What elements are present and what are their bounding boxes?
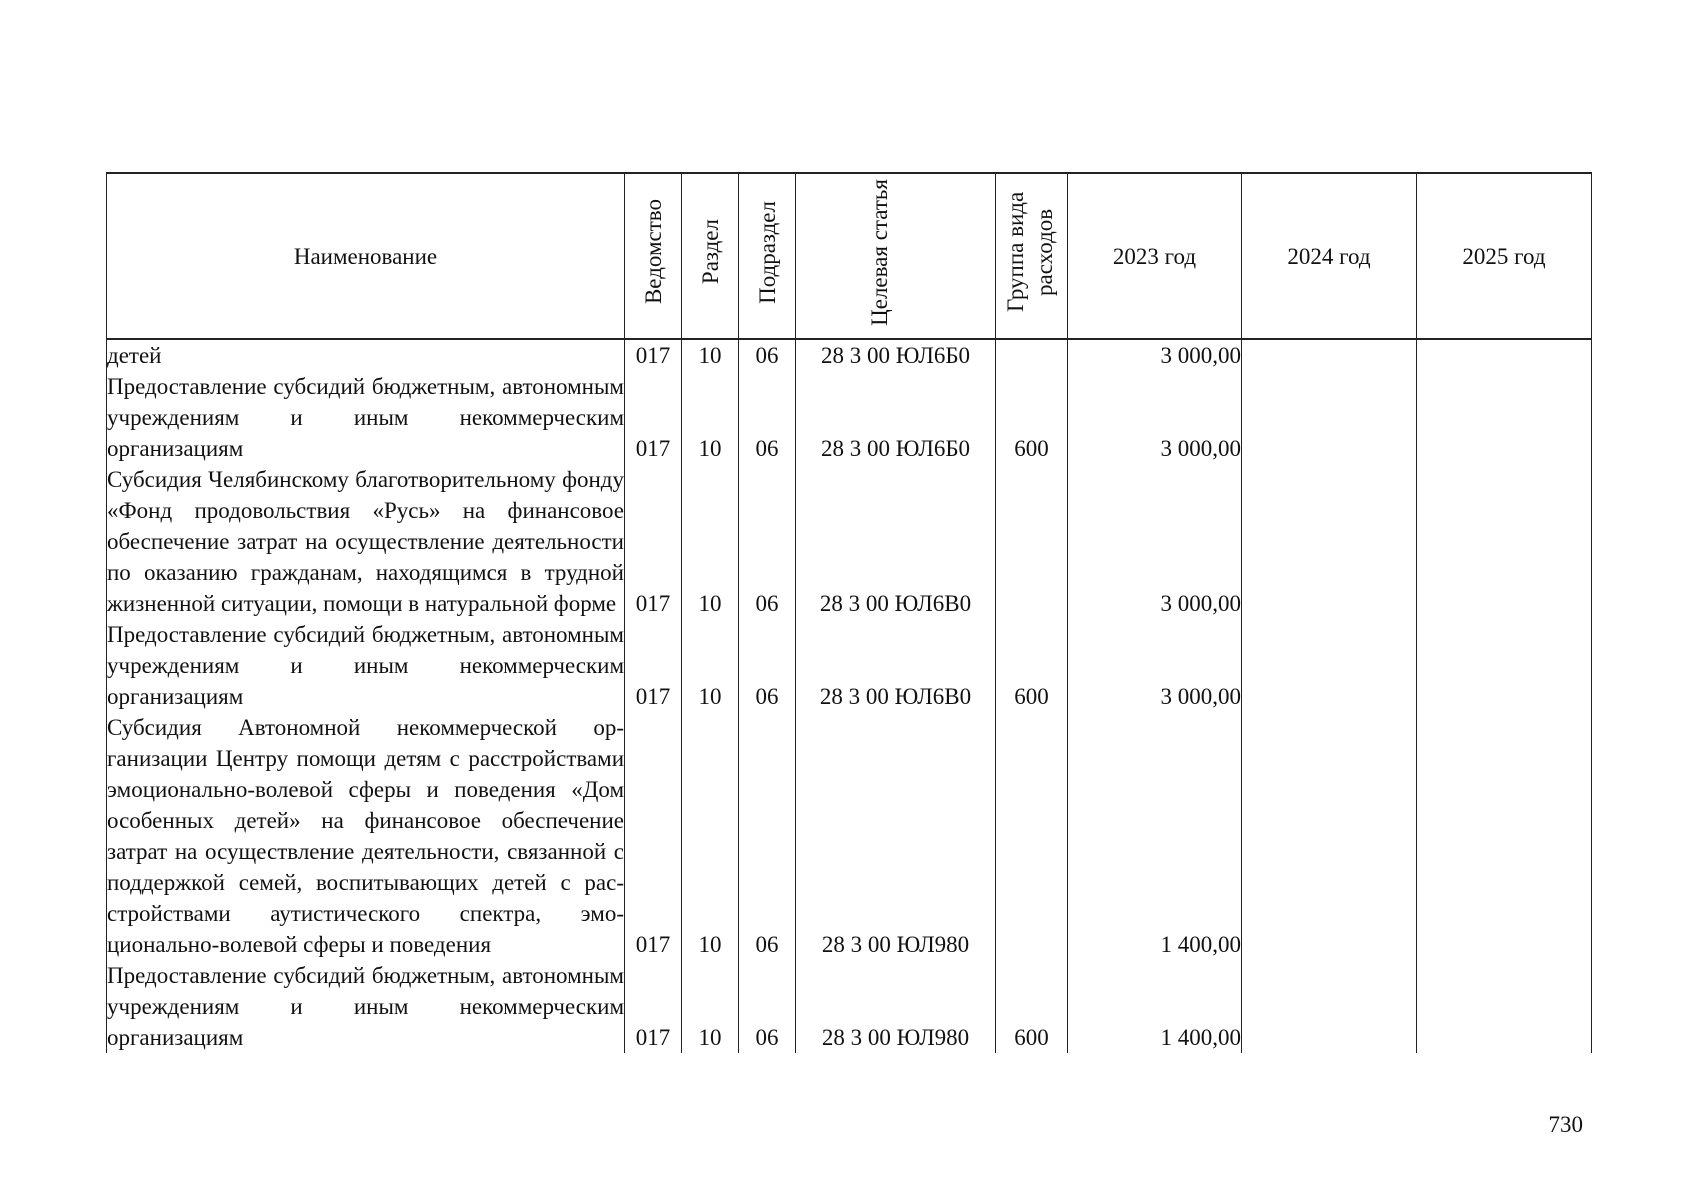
budget-table [106, 172, 1592, 1053]
cell-section: 10 [682, 960, 739, 1053]
cell-section: 10 [682, 339, 739, 371]
cell-y2025 [1417, 619, 1592, 712]
cell-y2023: 1 400,00 [1068, 712, 1242, 960]
header-target-article: Целевая статья [796, 173, 996, 339]
header-department: Ведомство [625, 173, 682, 339]
cell-y2024 [1242, 712, 1417, 960]
header-name: Наименование [107, 173, 625, 339]
cell-expense-group: 600 [996, 619, 1068, 712]
table-row [107, 960, 1592, 1053]
cell-expense-group [996, 712, 1068, 960]
cell-y2024 [1242, 960, 1417, 1053]
cell-y2025 [1417, 371, 1592, 464]
cell-department: 017 [625, 619, 682, 712]
header-2024: 2024 год [1242, 173, 1417, 339]
cell-y2025 [1417, 464, 1592, 619]
cell-y2023: 3 000,00 [1068, 619, 1242, 712]
cell-expense-group [996, 339, 1068, 371]
page-number: 730 [1548, 1112, 1583, 1137]
cell-target-article: 28 3 00 ЮЛ980 [796, 712, 996, 960]
cell-y2024 [1242, 339, 1417, 371]
cell-department: 017 [625, 339, 682, 371]
header-subsection: Подраздел [739, 173, 796, 339]
cell-target-article: 28 3 00 ЮЛ6В0 [796, 619, 996, 712]
cell-target-article: 28 3 00 ЮЛ6Б0 [796, 339, 996, 371]
cell-y2023: 3 000,00 [1068, 371, 1242, 464]
table-row [107, 619, 1592, 712]
cell-department: 017 [625, 960, 682, 1053]
cell-y2024 [1242, 371, 1417, 464]
cell-target-article: 28 3 00 ЮЛ980 [796, 960, 996, 1053]
cell-subsection: 06 [739, 619, 796, 712]
cell-name: Предоставление субсидий бюджетным, автономным учреждениям и иным некоммерческим организациям [107, 619, 625, 712]
header-section: Раздел [682, 173, 739, 339]
table-row [107, 712, 1592, 960]
table-row [107, 464, 1592, 619]
cell-expense-group [996, 464, 1068, 619]
cell-name: Субсидия Челябинскому благотворительному фонду «Фонд продовольствия «Русь» на финансовое обеспечение затрат на осуществление деятельности по оказанию гражданам, находящимся в трудной жизненной ситуации, помощи в натуральной форме [107, 464, 625, 619]
cell-y2024 [1242, 619, 1417, 712]
cell-name: Предоставление субсидий бюджетным, автономным учреждениям и иным некоммерческим организациям [107, 960, 625, 1053]
cell-department: 017 [625, 371, 682, 464]
cell-name: Предоставление субсидий бюджетным, автономным учреждениям и иным некоммерческим организациям [107, 371, 625, 464]
cell-y2025 [1417, 960, 1592, 1053]
cell-department: 017 [625, 712, 682, 960]
cell-subsection: 06 [739, 960, 796, 1053]
cell-subsection: 06 [739, 712, 796, 960]
cell-target-article: 28 3 00 ЮЛ6Б0 [796, 371, 996, 464]
cell-subsection: 06 [739, 339, 796, 371]
cell-expense-group: 600 [996, 960, 1068, 1053]
cell-y2023: 3 000,00 [1068, 464, 1242, 619]
cell-y2025 [1417, 339, 1592, 371]
cell-y2023: 3 000,00 [1068, 339, 1242, 371]
table-row [107, 339, 1592, 371]
header-2023: 2023 год [1068, 173, 1242, 339]
cell-department: 017 [625, 464, 682, 619]
cell-target-article: 28 3 00 ЮЛ6В0 [796, 464, 996, 619]
table-body [107, 339, 1592, 1053]
header-expense-group: Группа вида расходов [996, 173, 1068, 339]
cell-subsection: 06 [739, 464, 796, 619]
cell-section: 10 [682, 464, 739, 619]
header-2025: 2025 год [1417, 173, 1592, 339]
cell-y2023: 1 400,00 [1068, 960, 1242, 1053]
cell-section: 10 [682, 712, 739, 960]
cell-name: Субсидия Автономной некоммерческой организации Центру помощи детям с расстройствами эмоционально-волевой сферы и поведения «Дом особенных детей» на финансовое обеспечение затрат на осуществление деятельности, связанной с поддержкой семей, воспитывающих детей с расстройствами аутистического спектра, эмоционально-волевой сферы и поведения [107, 712, 625, 960]
table-row [107, 371, 1592, 464]
cell-expense-group: 600 [996, 371, 1068, 464]
cell-section: 10 [682, 619, 739, 712]
cell-section: 10 [682, 371, 739, 464]
cell-name: детей [107, 339, 625, 371]
cell-y2025 [1417, 712, 1592, 960]
cell-subsection: 06 [739, 371, 796, 464]
table-header-row [107, 173, 1592, 339]
cell-y2024 [1242, 464, 1417, 619]
